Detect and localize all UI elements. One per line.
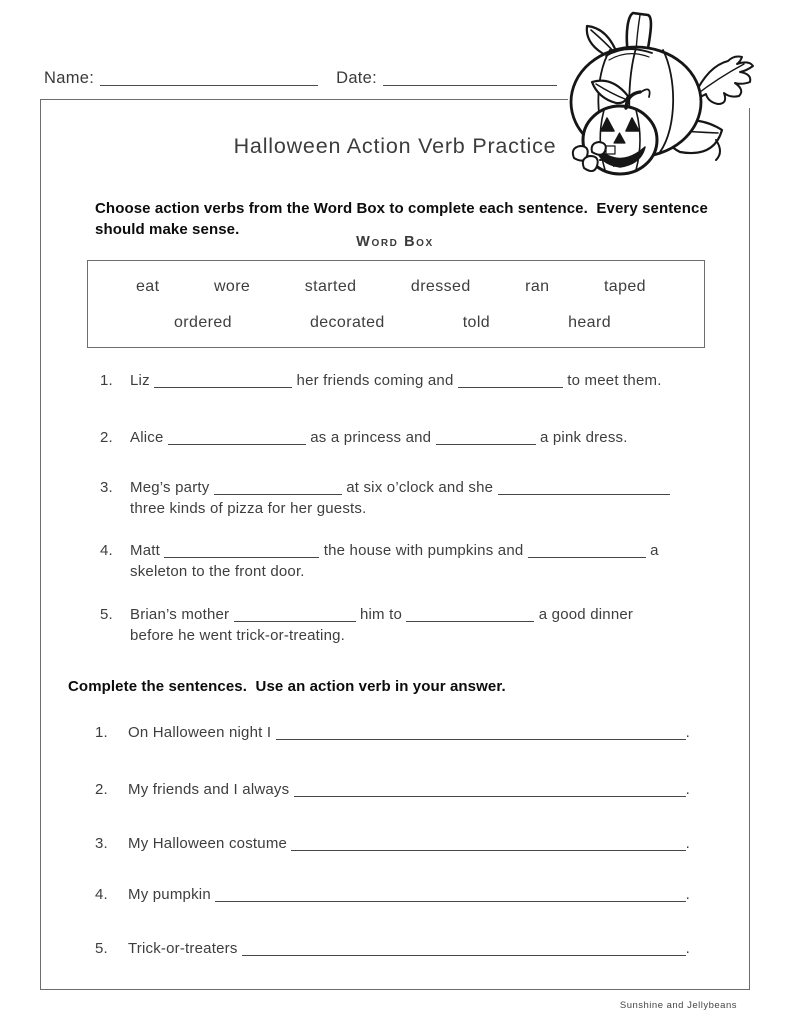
worksheet-question	[95, 779, 720, 800]
blank-line	[214, 480, 342, 495]
worksheet-question	[100, 540, 712, 582]
sentence-fragment: before he went trick-or-treating.	[130, 627, 346, 644]
sentence-fragment: Matt	[130, 542, 165, 559]
sentence-fragment: the house with pumpkins and	[319, 542, 528, 559]
date-blank-line	[383, 71, 557, 86]
blank-line	[215, 887, 685, 902]
question-number: 3.	[95, 835, 108, 852]
word-box-word: ran	[525, 277, 550, 295]
blank-line	[168, 430, 306, 445]
sentence-text	[130, 540, 708, 582]
word-box-word: wore	[213, 277, 251, 295]
question-number: 5.	[100, 606, 113, 623]
blank-line	[458, 373, 563, 388]
question-number: 5.	[95, 940, 108, 957]
worksheet-question	[95, 722, 720, 743]
sentence-period: .	[685, 940, 690, 957]
word-box-row	[88, 276, 704, 297]
sentence-fragment: a good dinner	[534, 606, 634, 623]
sentence-text	[128, 779, 690, 800]
name-date-row	[44, 68, 557, 88]
sentence-text	[128, 938, 690, 959]
sentence-fragment: Liz	[130, 372, 155, 389]
sentence-fragment: Trick-or-treaters	[128, 940, 242, 957]
sentence-period: .	[685, 724, 690, 741]
sentence-fragment: three kinds of pizza for her guests.	[130, 500, 367, 517]
acorn-icon	[592, 142, 606, 155]
sentence-fragment: My pumpkin	[128, 886, 216, 903]
blank-line	[406, 607, 534, 622]
date-label: Date:	[336, 69, 378, 87]
worksheet-question	[100, 477, 712, 519]
sentence-text	[130, 604, 708, 646]
sentence-fragment: a pink dress.	[535, 429, 628, 446]
sentence-text	[130, 477, 708, 519]
pumpkin-illustration	[556, 0, 758, 184]
jack-o-lantern-tooth-icon	[606, 146, 615, 154]
name-blank-line	[100, 71, 318, 86]
question-number: 1.	[95, 724, 108, 741]
sentence-fragment: My Halloween costume	[128, 835, 292, 852]
word-box-word: dressed	[410, 277, 471, 295]
worksheet-question	[95, 938, 720, 959]
sentence-fragment: Alice	[130, 429, 168, 446]
word-box-word: decorated	[309, 313, 385, 331]
blank-line	[242, 941, 686, 956]
blank-line	[276, 725, 686, 740]
blank-line	[164, 543, 319, 558]
sentence-text	[130, 370, 708, 391]
worksheet-question	[100, 604, 712, 646]
name-label: Name:	[44, 69, 95, 87]
question-number: 4.	[95, 886, 108, 903]
sentence-period: .	[685, 781, 690, 798]
acorn-icon	[583, 156, 598, 171]
sentence-fragment: a	[645, 542, 659, 559]
question-number: 3.	[100, 479, 113, 496]
blank-line	[234, 607, 356, 622]
sentence-fragment: Brian’s mother	[130, 606, 234, 623]
blank-line	[436, 430, 536, 445]
question-number: 4.	[100, 542, 113, 559]
sentence-text	[128, 833, 690, 854]
question-number: 1.	[100, 372, 113, 389]
page-title: Halloween Action Verb Practice	[233, 134, 557, 158]
word-box-word: started	[304, 277, 357, 295]
worksheet-question	[95, 884, 720, 905]
sentence-fragment: My friends and I always	[128, 781, 294, 798]
sentence-fragment: him to	[355, 606, 407, 623]
instructions-word-box-section: Choose action verbs from the Word Box to complete each sentence. Every sentence should make sense.	[95, 200, 713, 238]
question-number: 2.	[95, 781, 108, 798]
word-box-label: Word Box	[356, 234, 434, 250]
blank-line	[528, 543, 646, 558]
word-box	[87, 260, 705, 348]
word-box-word: taped	[603, 277, 646, 295]
sentence-text	[128, 884, 690, 905]
footer-credit: Sunshine and Jellybeans	[619, 1000, 737, 1011]
sentence-fragment: at six o’clock and she	[341, 479, 498, 496]
open-sentence-list	[95, 722, 720, 989]
word-box-word: eat	[136, 277, 160, 295]
sentence-text	[130, 427, 708, 448]
word-box-word: ordered	[174, 313, 232, 331]
worksheet-question	[95, 833, 720, 854]
sentence-fragment: her friends coming and	[292, 372, 458, 389]
sentence-fragment: as a princess and	[305, 429, 436, 446]
blank-line	[294, 782, 686, 797]
sentence-text	[128, 722, 690, 743]
sentence-fragment: Meg’s party	[130, 479, 214, 496]
sentence-period: .	[685, 886, 690, 903]
fill-in-sentence-list	[100, 370, 712, 646]
sentence-period: .	[685, 835, 690, 852]
sentence-fragment: On Halloween night I	[128, 724, 276, 741]
worksheet-question	[100, 427, 712, 448]
blank-line	[291, 836, 685, 851]
word-box-word: heard	[568, 313, 611, 331]
blank-line	[154, 373, 292, 388]
worksheet-question	[100, 370, 712, 391]
sentence-fragment: to meet them.	[562, 372, 662, 389]
sentence-fragment: skeleton to the front door.	[130, 563, 305, 580]
question-number: 2.	[100, 429, 113, 446]
word-box-row	[88, 312, 704, 333]
instructions-complete-section: Complete the sentences. Use an action verb in your answer.	[68, 678, 506, 695]
word-box-word: told	[462, 313, 491, 331]
blank-line	[498, 480, 670, 495]
